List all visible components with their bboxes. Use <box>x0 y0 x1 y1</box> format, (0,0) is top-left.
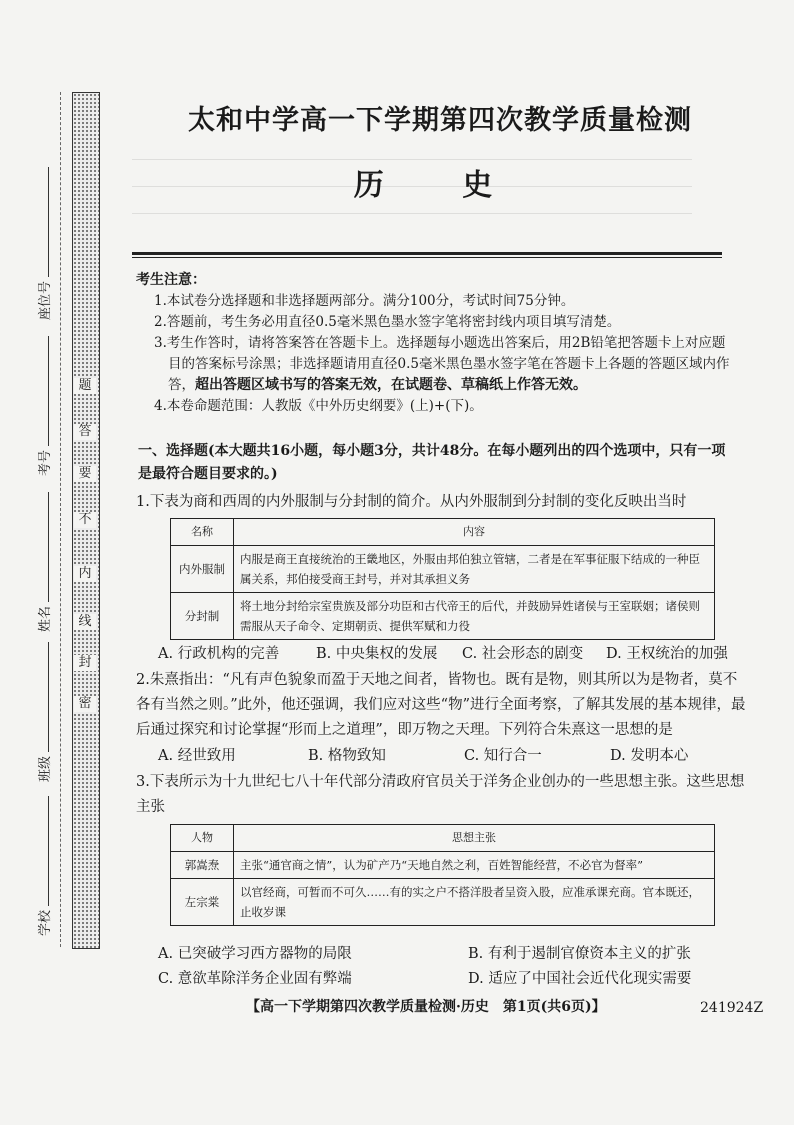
option-a[interactable]: A. 行政机构的完善 <box>158 646 280 662</box>
table-cell-content: 主张“通官商之情”，认为矿产乃“天地自然之利，百姓智能经营，不必官为督率” <box>234 852 715 879</box>
table-row <box>171 546 715 593</box>
exam-notice <box>136 270 736 417</box>
notice-emphasis: 超出答题区域书写的答案无效，在试题卷、草稿纸上作答无效。 <box>195 377 587 393</box>
table-cell-name: 内外服制 <box>171 546 234 593</box>
question-3-table <box>170 824 715 926</box>
option-d[interactable]: D. 王权统治的加强 <box>606 646 728 662</box>
notice-item: 1.本试卷分选择题和非选择题两部分。满分100分，考试时间75分钟。 <box>154 293 575 309</box>
table-header-cell: 人物 <box>171 825 234 852</box>
question-2-stem: 2.朱熹指出：“凡有声色貌象而盈于天地之间者，皆物也。既有是物，则其所以为是物者，莫不各有当然之则。”此外，他还强调，我们应对这些“物”进行全面考察，了解其发展的基本规律，最后通过探究和讨论掌握“形而上之道理”，即万物之天理。下列符合朱熹这一思想的是 <box>136 672 746 738</box>
table-row <box>171 879 715 926</box>
school-field: 学校 <box>34 796 53 936</box>
title-rule-thin <box>132 257 722 258</box>
table-cell-content: 将土地分封给宗室贵族及部分功臣和古代帝王的后代，并鼓励异姓诸侯与王室联姻；诸侯则需服从天子命令、定期朝贡、提供军赋和力役 <box>234 593 715 640</box>
option-c[interactable]: C. 知行合一 <box>464 748 542 764</box>
subject-title: 历 史 <box>353 168 527 203</box>
option-b[interactable]: B. 格物致知 <box>308 748 386 764</box>
question-3-options <box>158 942 738 992</box>
table-row <box>171 593 715 640</box>
notice-item: 2.答题前，考生务必用直径0.5毫米黑色墨水签字笔将密封线内项目填写清楚。 <box>154 314 621 330</box>
strip-label: 答 <box>74 424 96 440</box>
table-cell-name: 左宗棠 <box>171 879 234 926</box>
strip-label: 线 <box>74 614 96 630</box>
option-d[interactable]: D. 发明本心 <box>610 748 689 764</box>
section-heading: 一、选择题(本大题共16小题，每小题3分，共计48分。在每小题列出的四个选项中，只有一项是最符合题目要求的。) <box>138 443 726 482</box>
strip-label: 要 <box>74 466 96 482</box>
seat-number-field: 座位号 <box>34 167 53 320</box>
option-a[interactable]: A. 经世致用 <box>158 748 236 764</box>
table-cell-content: 以官经商，可暂而不可久……有的实之户不搭洋股者呈资入股，应准承课充商。官本既还，止收岁课 <box>234 879 715 926</box>
table-header-row <box>171 825 715 852</box>
strip-label: 密 <box>74 696 96 712</box>
table-row <box>171 852 715 879</box>
table-cell-name: 分封制 <box>171 593 234 640</box>
notice-item-text: 3.考生作答时，请将答案答在答题卡上。选择题每小题选出答案后，用2B铅笔把答题卡上对应题目的答案标号涂黑；非选择题请用直径0.5毫米黑色墨水签字笔在答题卡上各题的答题区域内作答， <box>154 335 730 393</box>
strip-label: 不 <box>74 512 96 528</box>
table-cell-name: 郭嵩焘 <box>171 852 234 879</box>
strip-label: 内 <box>74 566 96 582</box>
table-header-cell: 内容 <box>234 519 715 546</box>
notice-item: 4.本卷命题范围：人教版《中外历史纲要》(上)+(下)。 <box>154 398 483 414</box>
notice-heading: 考生注意： <box>136 272 206 288</box>
question-2-options <box>158 744 748 769</box>
name-field: 姓名 <box>34 492 53 632</box>
strip-label: 题 <box>74 378 96 394</box>
option-c[interactable]: C. 意欲革除洋务企业固有弊端 <box>158 971 352 987</box>
title-rule <box>132 252 722 255</box>
strip-label: 封 <box>74 655 96 671</box>
question-1-table <box>170 518 715 640</box>
exam-code: 241924Z <box>700 1000 764 1016</box>
notice-item <box>136 333 736 396</box>
question-1-stem: 1.下表为商和西周的内外服制与分封制的简介。从内外服制到分封制的变化反映出当时 <box>136 494 687 510</box>
option-b[interactable]: B. 有利于遏制官僚资本主义的扩张 <box>468 946 691 962</box>
table-header-cell: 思想主张 <box>234 825 715 852</box>
option-a[interactable]: A. 已突破学习西方器物的局限 <box>158 946 352 962</box>
seal-dash-line <box>60 92 61 947</box>
table-header-row <box>171 519 715 546</box>
class-field: 班级 <box>34 642 53 782</box>
table-cell-content: 内服是商王直接统治的王畿地区，外服由邦伯独立管辖，二者是在军事征服下结成的一种臣属关系，邦伯接受商王封号，并对其承担义务 <box>234 546 715 593</box>
question-3-stem: 3.下表所示为十九世纪七八十年代部分清政府官员关于洋务企业创办的一些思想主张。这些思想主张 <box>136 774 745 815</box>
option-d[interactable]: D. 适应了中国社会近代化现实需要 <box>468 971 692 987</box>
option-b[interactable]: B. 中央集权的发展 <box>316 646 438 662</box>
option-c[interactable]: C. 社会形态的剧变 <box>462 646 584 662</box>
question-1-options <box>158 642 748 667</box>
exam-number-field: 考号 <box>34 336 53 476</box>
exam-title: 太和中学高一下学期第四次教学质量检测 <box>188 105 692 136</box>
table-header-cell: 名称 <box>171 519 234 546</box>
page-footer: 【高一下学期第四次教学质量检测·历史 第1页(共6页)】 <box>246 999 606 1015</box>
